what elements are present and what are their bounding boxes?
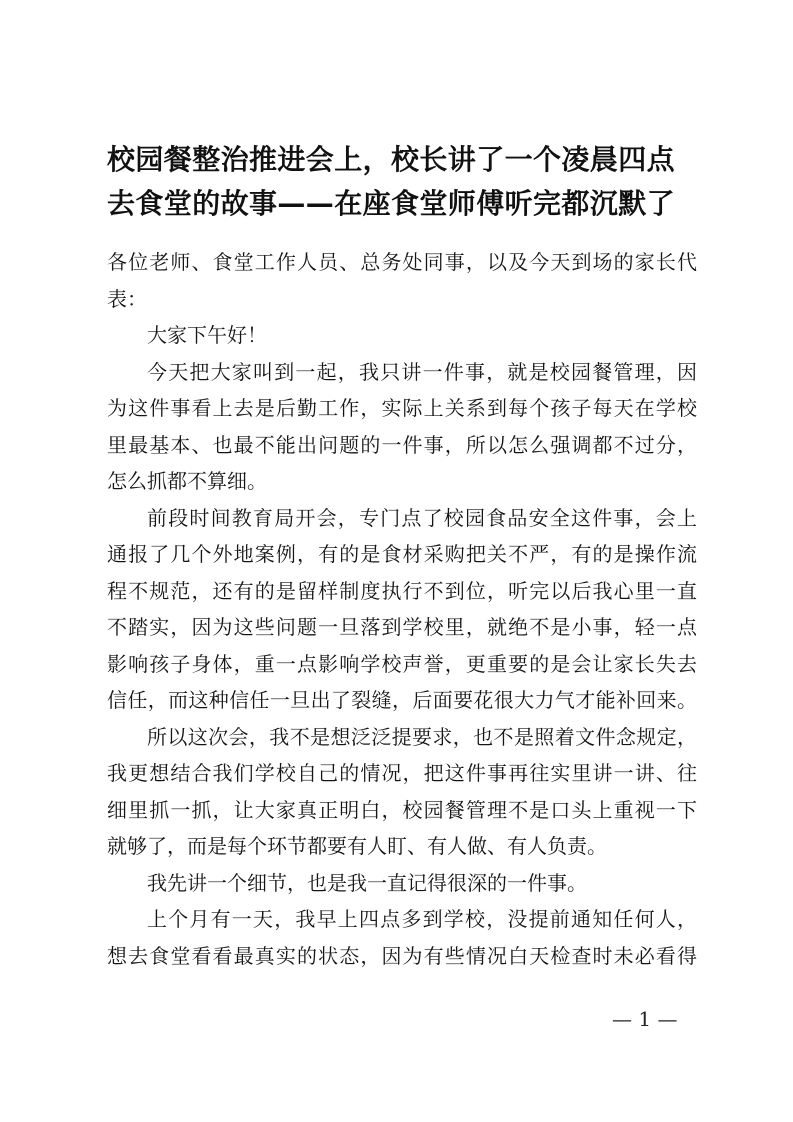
text-line: 大家下午好！: [147, 323, 267, 347]
text-line: 细里抓一抓，让大家真正明白，校园餐管理不是口头上重视一下: [107, 797, 697, 822]
document-title: [107, 138, 697, 226]
text-line: 程不规范，还有的是留样制度执行不到位，听完以后我心里一直: [107, 578, 697, 603]
title-line: 校园餐整治推进会上，校长讲了一个凌晨四点: [107, 143, 676, 176]
salutation-paragraph: [107, 244, 697, 317]
text-line: 各位老师、食堂工作人员、总务处同事，以及今天到场的家长代: [107, 250, 697, 274]
page-number: — 1 —: [612, 1007, 678, 1031]
text-line: 前段时间教育局开会，专门点了校园食品安全这件事，会上: [147, 505, 697, 530]
body-paragraph: [107, 719, 697, 865]
document-body: [107, 244, 697, 974]
text-line: 我先讲一个细节，也是我一直记得很深的一件事。: [147, 870, 587, 895]
text-line: 里最基本、也最不能出问题的一件事，所以怎么强调都不过分，: [107, 432, 697, 457]
text-line: 为这件事看上去是后勤工作，实际上关系到每个孩子每天在学校: [107, 396, 697, 420]
text-line: 我更想结合我们学校自己的情况，把这件事再往实里讲一讲、往: [107, 761, 697, 785]
text-line: 怎么抓都不算细。: [107, 469, 267, 493]
text-line: 今天把大家叫到一起，我只讲一件事，就是校园餐管理，因: [147, 359, 697, 384]
body-paragraph: [107, 500, 697, 719]
text-line: 通报了几个外地案例，有的是食材采购把关不严，有的是操作流: [107, 542, 697, 566]
body-paragraph: [107, 901, 697, 974]
text-line: 所以这次会，我不是想泛泛提要求，也不是照着文件念规定，: [147, 724, 697, 749]
greeting-paragraph: [107, 317, 697, 354]
text-line: 信任，而这种信任一旦出了裂缝，后面要花很大力气才能补回来。: [107, 688, 697, 712]
title-line: 去食堂的故事——在座食堂师傅听完都沉默了: [107, 187, 676, 220]
text-line: 想去食堂看看最真实的状态，因为有些情况白天检查时未必看得: [107, 943, 697, 968]
text-line: 表：: [107, 286, 147, 311]
text-line: 不踏实，因为这些问题一旦落到学校里，就绝不是小事，轻一点: [107, 615, 697, 639]
text-line: 就够了，而是每个环节都要有人盯、有人做、有人负责。: [107, 834, 607, 858]
body-paragraph: [107, 865, 697, 902]
text-line: 上个月有一天，我早上四点多到学校，没提前通知任何人，: [147, 907, 697, 931]
text-line: 影响孩子身体，重一点影响学校声誉，更重要的是会让家长失去: [107, 651, 697, 676]
body-paragraph: [107, 354, 697, 500]
